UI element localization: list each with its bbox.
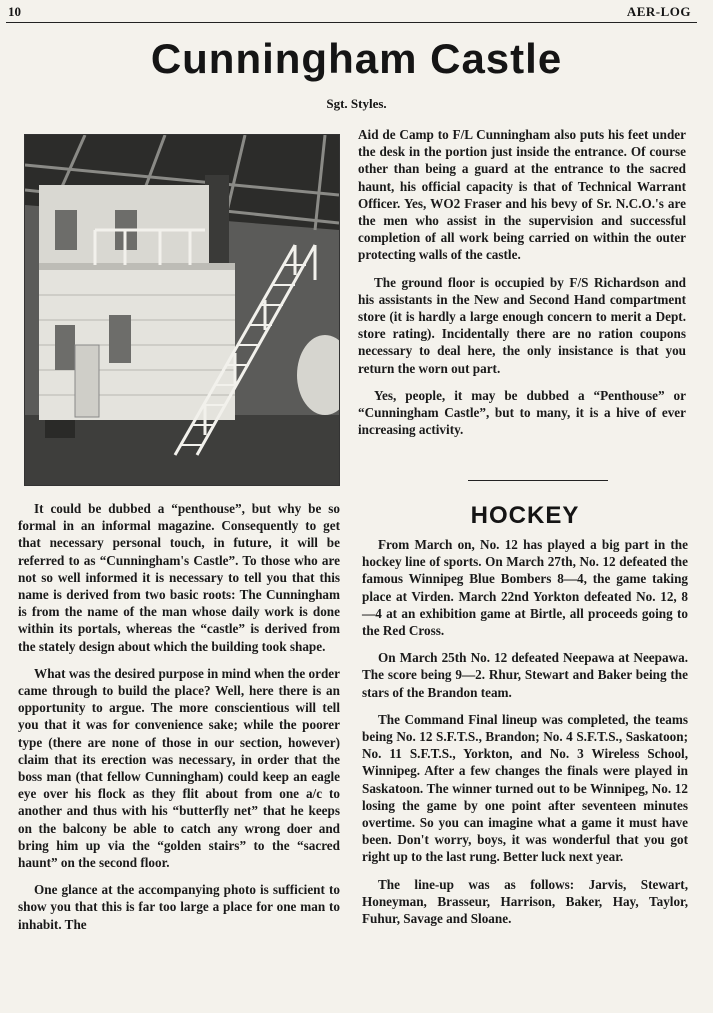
hockey-paragraph: The line-up was as follows: Jarvis, Stewart, Honeyman, Brasseur, Harrison, Baker, Hay, Taylor, Fuhur, Savage and Sloane. [362,876,688,927]
header-rule [6,22,697,23]
page-number: 10 [8,4,21,19]
hockey-column [362,536,688,937]
article-paragraph: One glance at the accompanying photo is sufficient to show you that this is far too large a place for one man to inhabit. The [18,882,340,932]
article-continuation-column [358,126,686,448]
article-byline: Sgt. Styles. [326,96,387,111]
article-left-column [18,500,340,943]
article-title: Cunningham Castle [150,35,563,82]
article-paragraph: Yes, people, it may be dubbed a “Penthouse” or “Cunningham Castle”, but to many, it is a hive of ever increasing activity. [358,387,686,438]
castle-photo-drawing [25,135,339,485]
hockey-paragraph: The Command Final lineup was completed, the teams being No. 12 S.F.T.S., Brandon; No. 4 S.F.T.S., Saskatoon; No. 11 S.F.T.S., Yorkton, and No. 3 Wireless School, Winnipeg. After a few changes the finals were played in Saskatoon. The winner turned out to be Winnipeg, No. 12 losing the game by one point after seventeen minutes overtime. So you can imagine what a game it must have been. Don't worry, boys, it was wonderful that you got right up to the last rung. Better luck next year. [362,711,688,865]
article-paragraph: The ground floor is occupied by F/S Richardson and his assistants in the New and Second Hand compartment store (it is hardly a large enough concern to merit a Dept. store rating). Incidentally there are no ration coupons necessary to deal here, the only insistance is that you return the worn out part. [358,274,686,376]
hockey-heading: HOCKEY [470,502,580,529]
publication-name: AER-LOG [626,4,691,19]
castle-photo [24,134,340,486]
article-paragraph: What was the desired purpose in mind when the order came through to build the place? Well, here there is an opportunity to argue. The more conscientious will tell you that it was for convenience sake; while the poorer type (there are none of those in our section, however) claim that its erection was necessary, in order that the boss man (that fellow Cunningham) could keep an eagle eye over his flock as they flit about from one a/c to another and thus with his “butterfly net” that he keeps on the balcony be able to catch any wrong doer and bring him up via the “golden stairs” to the “sacred haunt” on the second floor. [18,665,340,871]
article-paragraph: It could be dubbed a “penthouse”, but why be so formal in an informal magazine. Consequently to get that necessary personal touch, in future, it will be referred to as “Cunningham's Castle”. To those who are not so well informed it is necessary to tell you that this name is derived from two basic roots: The Cunningham is from the name of the man whose daily work is done within its portals, whereas the “castle” is derived from the stately design about which the building took shape. [18,501,340,654]
hockey-paragraph: From March on, No. 12 has played a big part in the hockey line of sports. On March 27th, No. 12 defeated the famous Winnipeg Blue Bombers 8—4, the game taking place at Virden. March 22nd Yorkton defeated No. 12, 8—4 at an exhibition game at Birtle, all proceeds going to the Red Cross. [362,537,688,639]
article-paragraph: Aid de Camp to F/L Cunningham also puts his feet under the desk in the portion just inside the entrance. Of course other than being a guard at the entrance to the sacred haunt, his official capacity is that of Technical Warrant Officer. Yes, WO2 Fraser and his bevy of Sr. N.C.O.'s are the men who assist in the supervision and successful completion of all work being carried on within the outer protecting walls of the castle. [358,127,686,263]
hockey-paragraph: On March 25th No. 12 defeated Neepawa at Neepawa. The score being 9—2. Rhur, Stewart and Baker being the stars of the Brandon team. [362,650,688,700]
section-divider [468,480,608,481]
